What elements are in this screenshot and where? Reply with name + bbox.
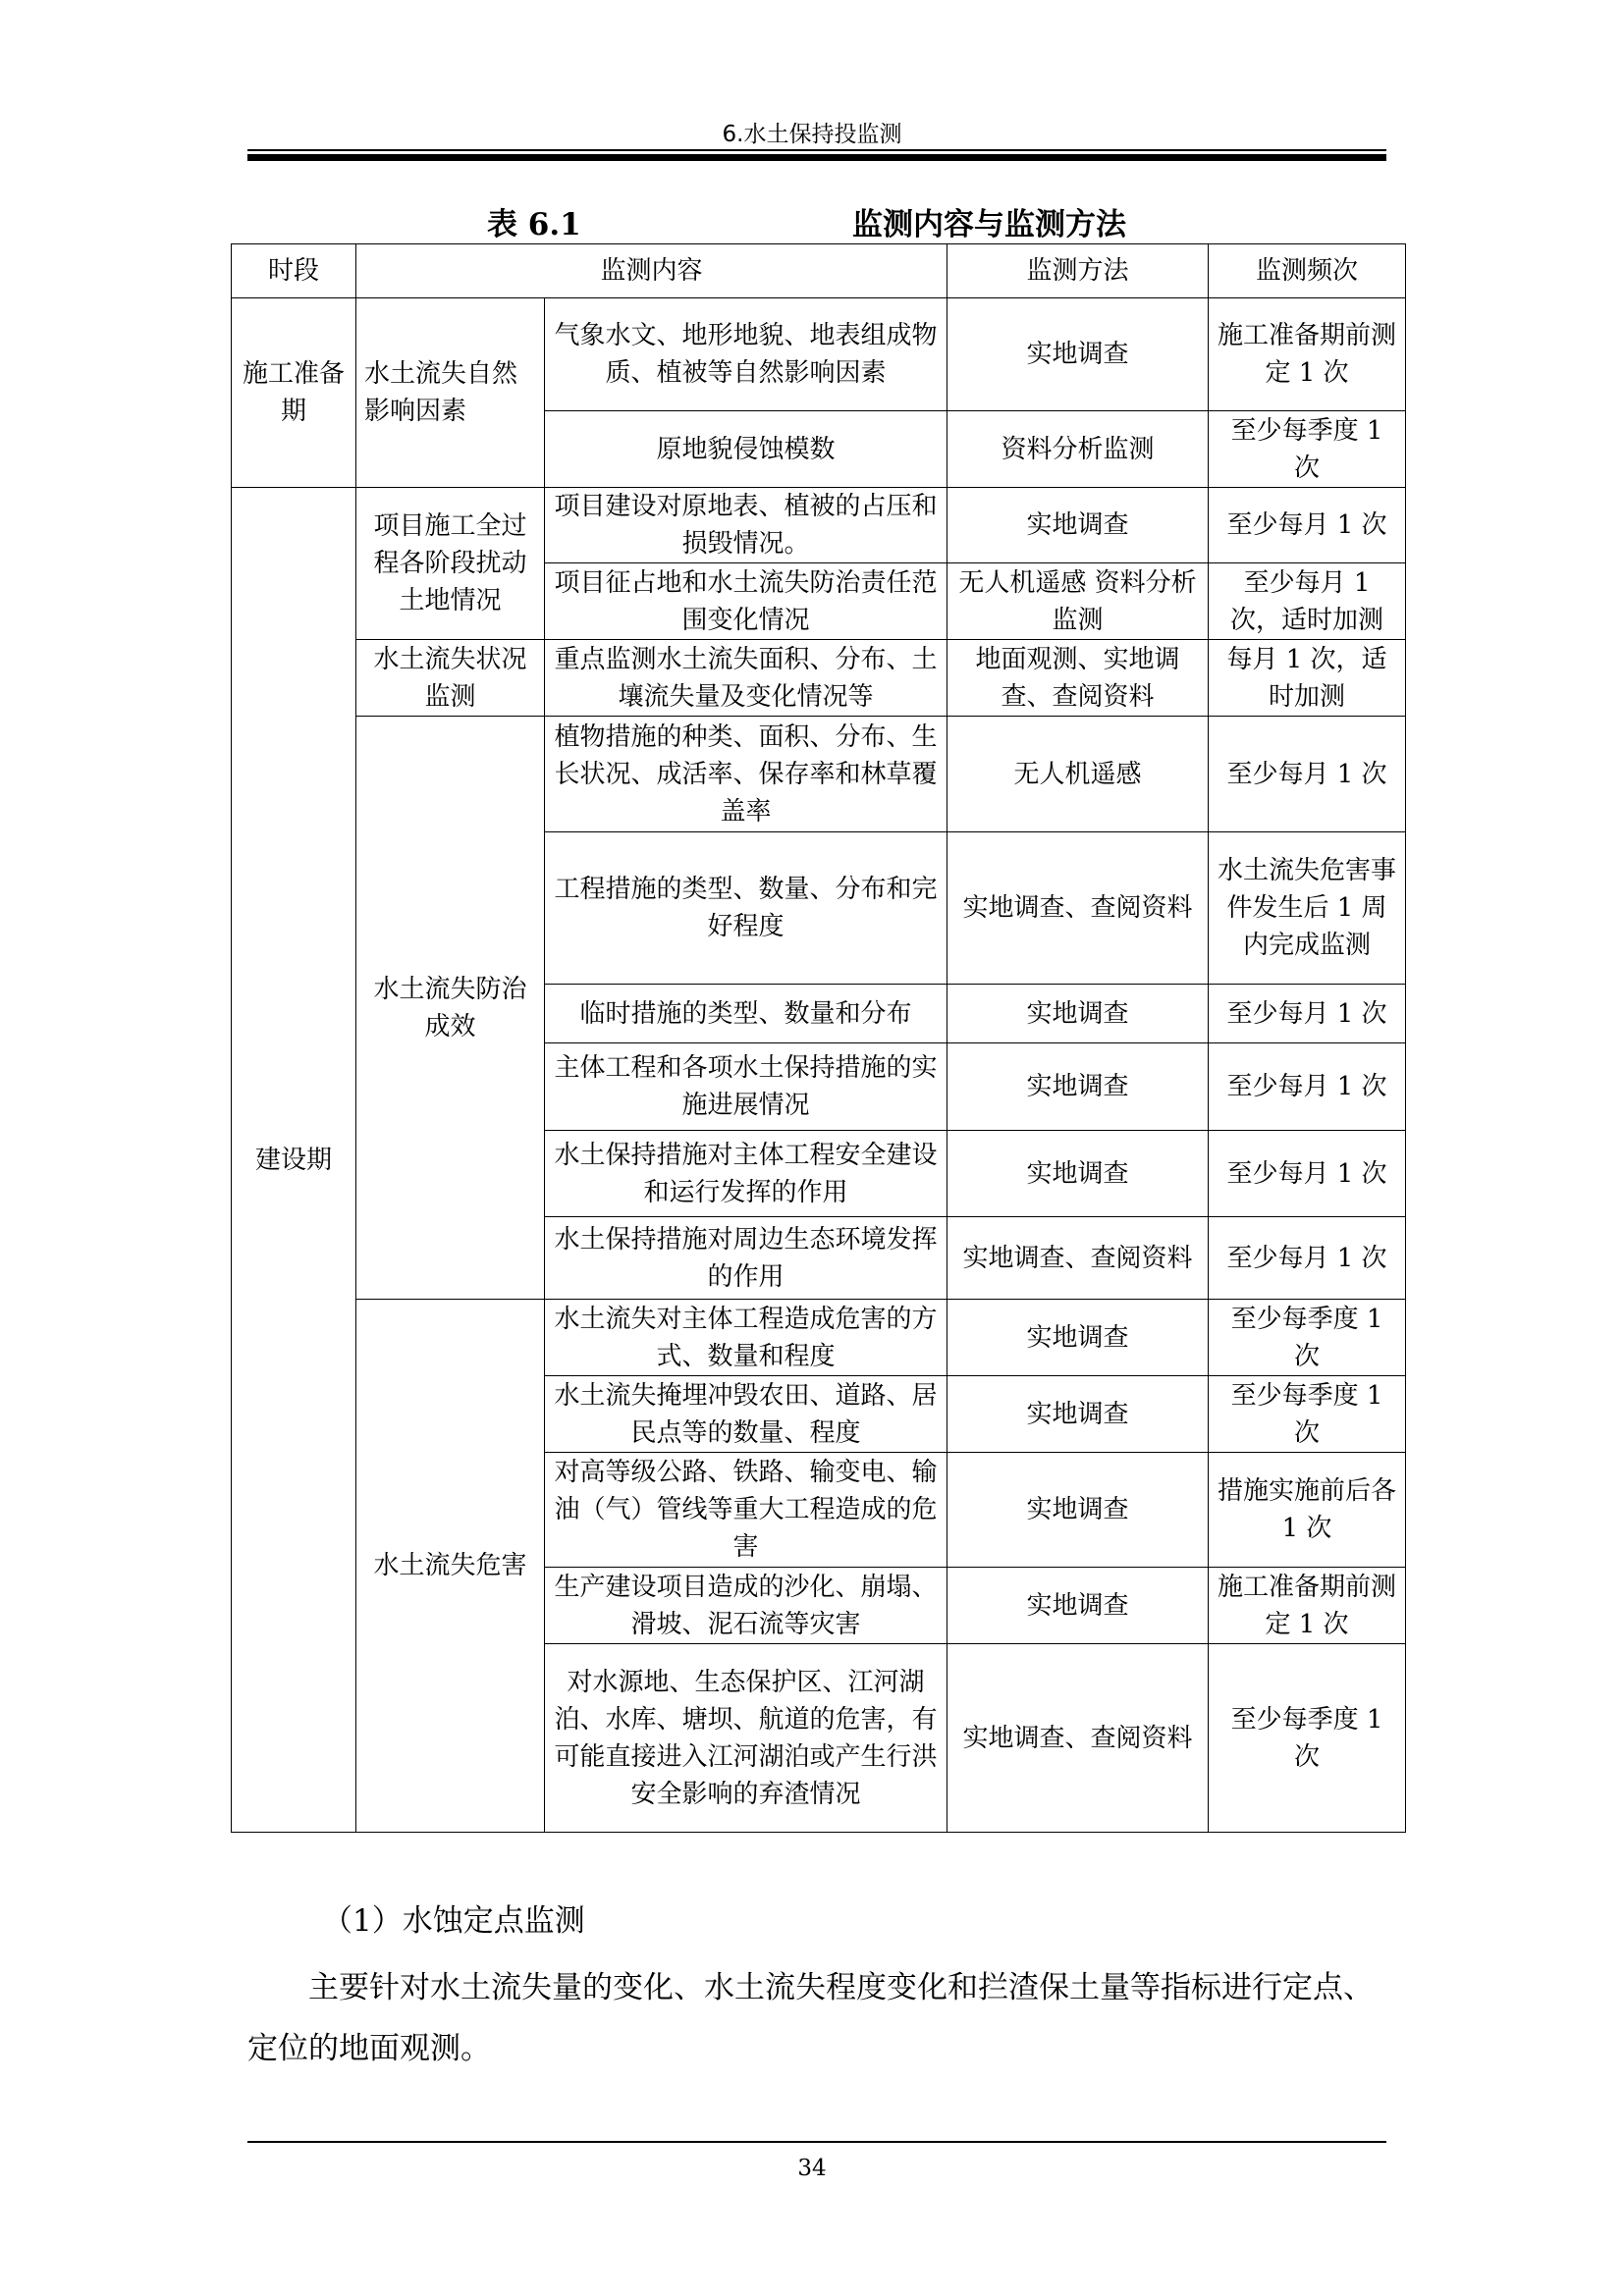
- header-content: 监测内容: [356, 244, 947, 298]
- page-number: 34: [797, 2156, 827, 2181]
- table-caption-number: 表 6.1: [487, 207, 581, 242]
- content-cell: 水土保持措施对周边生态环境发挥的作用: [545, 1217, 947, 1300]
- frequency-cell: 至少每季度 1 次: [1209, 1300, 1406, 1376]
- table-row: [232, 488, 1406, 563]
- method-cell: 实地调查、查阅资料: [947, 1217, 1209, 1300]
- content-cell: 植物措施的种类、面积、分布、生长状况、成活率、保存率和林草覆盖率: [545, 717, 947, 832]
- content-cell: 水土流失掩埋冲毁农田、道路、居民点等的数量、程度: [545, 1376, 947, 1453]
- category-cell: 水土流失状况监测: [356, 640, 545, 717]
- running-header: 6.水土保持投监测: [722, 122, 902, 147]
- method-cell: 实地调查: [947, 298, 1209, 411]
- frequency-cell: 至少每月 1 次: [1209, 985, 1406, 1043]
- frequency-cell: 至少每季度 1 次: [1209, 1376, 1406, 1453]
- method-cell: 地面观测、实地调查、查阅资料: [947, 640, 1209, 717]
- frequency-cell: 每月 1 次，适时加测: [1209, 640, 1406, 717]
- content-cell: 主体工程和各项水土保持措施的实施进展情况: [545, 1043, 947, 1131]
- monitoring-table: [231, 243, 1406, 1833]
- frequency-cell: 措施实施前后各 1 次: [1209, 1453, 1406, 1568]
- frequency-cell: 至少每月 1 次: [1209, 1043, 1406, 1131]
- category-cell: 水土流失危害: [356, 1300, 545, 1833]
- header-frequency: 监测频次: [1209, 244, 1406, 298]
- table-row: [232, 1300, 1406, 1376]
- period-cell: 建设期: [232, 488, 356, 1833]
- method-cell: 实地调查、查阅资料: [947, 832, 1209, 985]
- category-cell: 项目施工全过程各阶段扰动土地情况: [356, 488, 545, 640]
- frequency-cell: 至少每季度 1 次: [1209, 1644, 1406, 1833]
- content-cell: 水土流失对主体工程造成危害的方式、数量和程度: [545, 1300, 947, 1376]
- category-cell: 水土流失防治成效: [356, 717, 545, 1300]
- method-cell: 实地调查: [947, 1131, 1209, 1217]
- section-subheading: （1）水蚀定点监测: [322, 1903, 585, 1939]
- table-row: [232, 640, 1406, 717]
- table-caption-title: 监测内容与监测方法: [852, 207, 1126, 242]
- content-cell: 对高等级公路、铁路、输变电、输油（气）管线等重大工程造成的危害: [545, 1453, 947, 1568]
- content-cell: 项目建设对原地表、植被的占压和损毁情况。: [545, 488, 947, 563]
- category-cell: 水土流失自然影响因素: [356, 298, 545, 488]
- period-cell: 施工准备期: [232, 298, 356, 488]
- frequency-cell: 至少每月 1 次: [1209, 717, 1406, 832]
- frequency-cell: 至少每月 1 次: [1209, 488, 1406, 563]
- content-cell: 临时措施的类型、数量和分布: [545, 985, 947, 1043]
- content-cell: 重点监测水土流失面积、分布、土壤流失量及变化情况等: [545, 640, 947, 717]
- header-rule-thin: [247, 149, 1386, 151]
- content-cell: 原地貌侵蚀模数: [545, 411, 947, 488]
- header-method: 监测方法: [947, 244, 1209, 298]
- table-row: [232, 717, 1406, 832]
- method-cell: 无人机遥感: [947, 717, 1209, 832]
- header-period: 时段: [232, 244, 356, 298]
- frequency-cell: 至少每月 1 次，适时加测: [1209, 563, 1406, 640]
- method-cell: 实地调查、查阅资料: [947, 1644, 1209, 1833]
- content-cell: 水土保持措施对主体工程安全建设和运行发挥的作用: [545, 1131, 947, 1217]
- content-cell: 对水源地、生态保护区、江河湖泊、水库、塘坝、航道的危害，有可能直接进入江河湖泊或产生行洪安全影响的弃渣情况: [545, 1644, 947, 1833]
- header-rule-thick: [247, 154, 1386, 161]
- frequency-cell: 至少每季度 1 次: [1209, 411, 1406, 488]
- method-cell: 资料分析监测: [947, 411, 1209, 488]
- method-cell: 实地调查: [947, 985, 1209, 1043]
- body-paragraph: 主要针对水土流失量的变化、水土流失程度变化和拦渣保土量等指标进行定点、定位的地面观测。: [247, 1970, 1374, 2066]
- method-cell: 实地调查: [947, 1043, 1209, 1131]
- frequency-cell: 水土流失危害事件发生后 1 周内完成监测: [1209, 832, 1406, 985]
- footer-rule: [247, 2141, 1386, 2143]
- table-header-row: [232, 244, 1406, 298]
- method-cell: 实地调查: [947, 1376, 1209, 1453]
- method-cell: 实地调查: [947, 488, 1209, 563]
- frequency-cell: 施工准备期前测定 1 次: [1209, 1568, 1406, 1644]
- method-cell: 实地调查: [947, 1300, 1209, 1376]
- content-cell: 项目征占地和水土流失防治责任范围变化情况: [545, 563, 947, 640]
- content-cell: 气象水文、地形地貌、地表组成物质、植被等自然影响因素: [545, 298, 947, 411]
- frequency-cell: 至少每月 1 次: [1209, 1131, 1406, 1217]
- content-cell: 工程措施的类型、数量、分布和完好程度: [545, 832, 947, 985]
- table-row: [232, 298, 1406, 411]
- method-cell: 无人机遥感 资料分析监测: [947, 563, 1209, 640]
- frequency-cell: 施工准备期前测定 1 次: [1209, 298, 1406, 411]
- method-cell: 实地调查: [947, 1568, 1209, 1644]
- frequency-cell: 至少每月 1 次: [1209, 1217, 1406, 1300]
- method-cell: 实地调查: [947, 1453, 1209, 1568]
- content-cell: 生产建设项目造成的沙化、崩塌、滑坡、泥石流等灾害: [545, 1568, 947, 1644]
